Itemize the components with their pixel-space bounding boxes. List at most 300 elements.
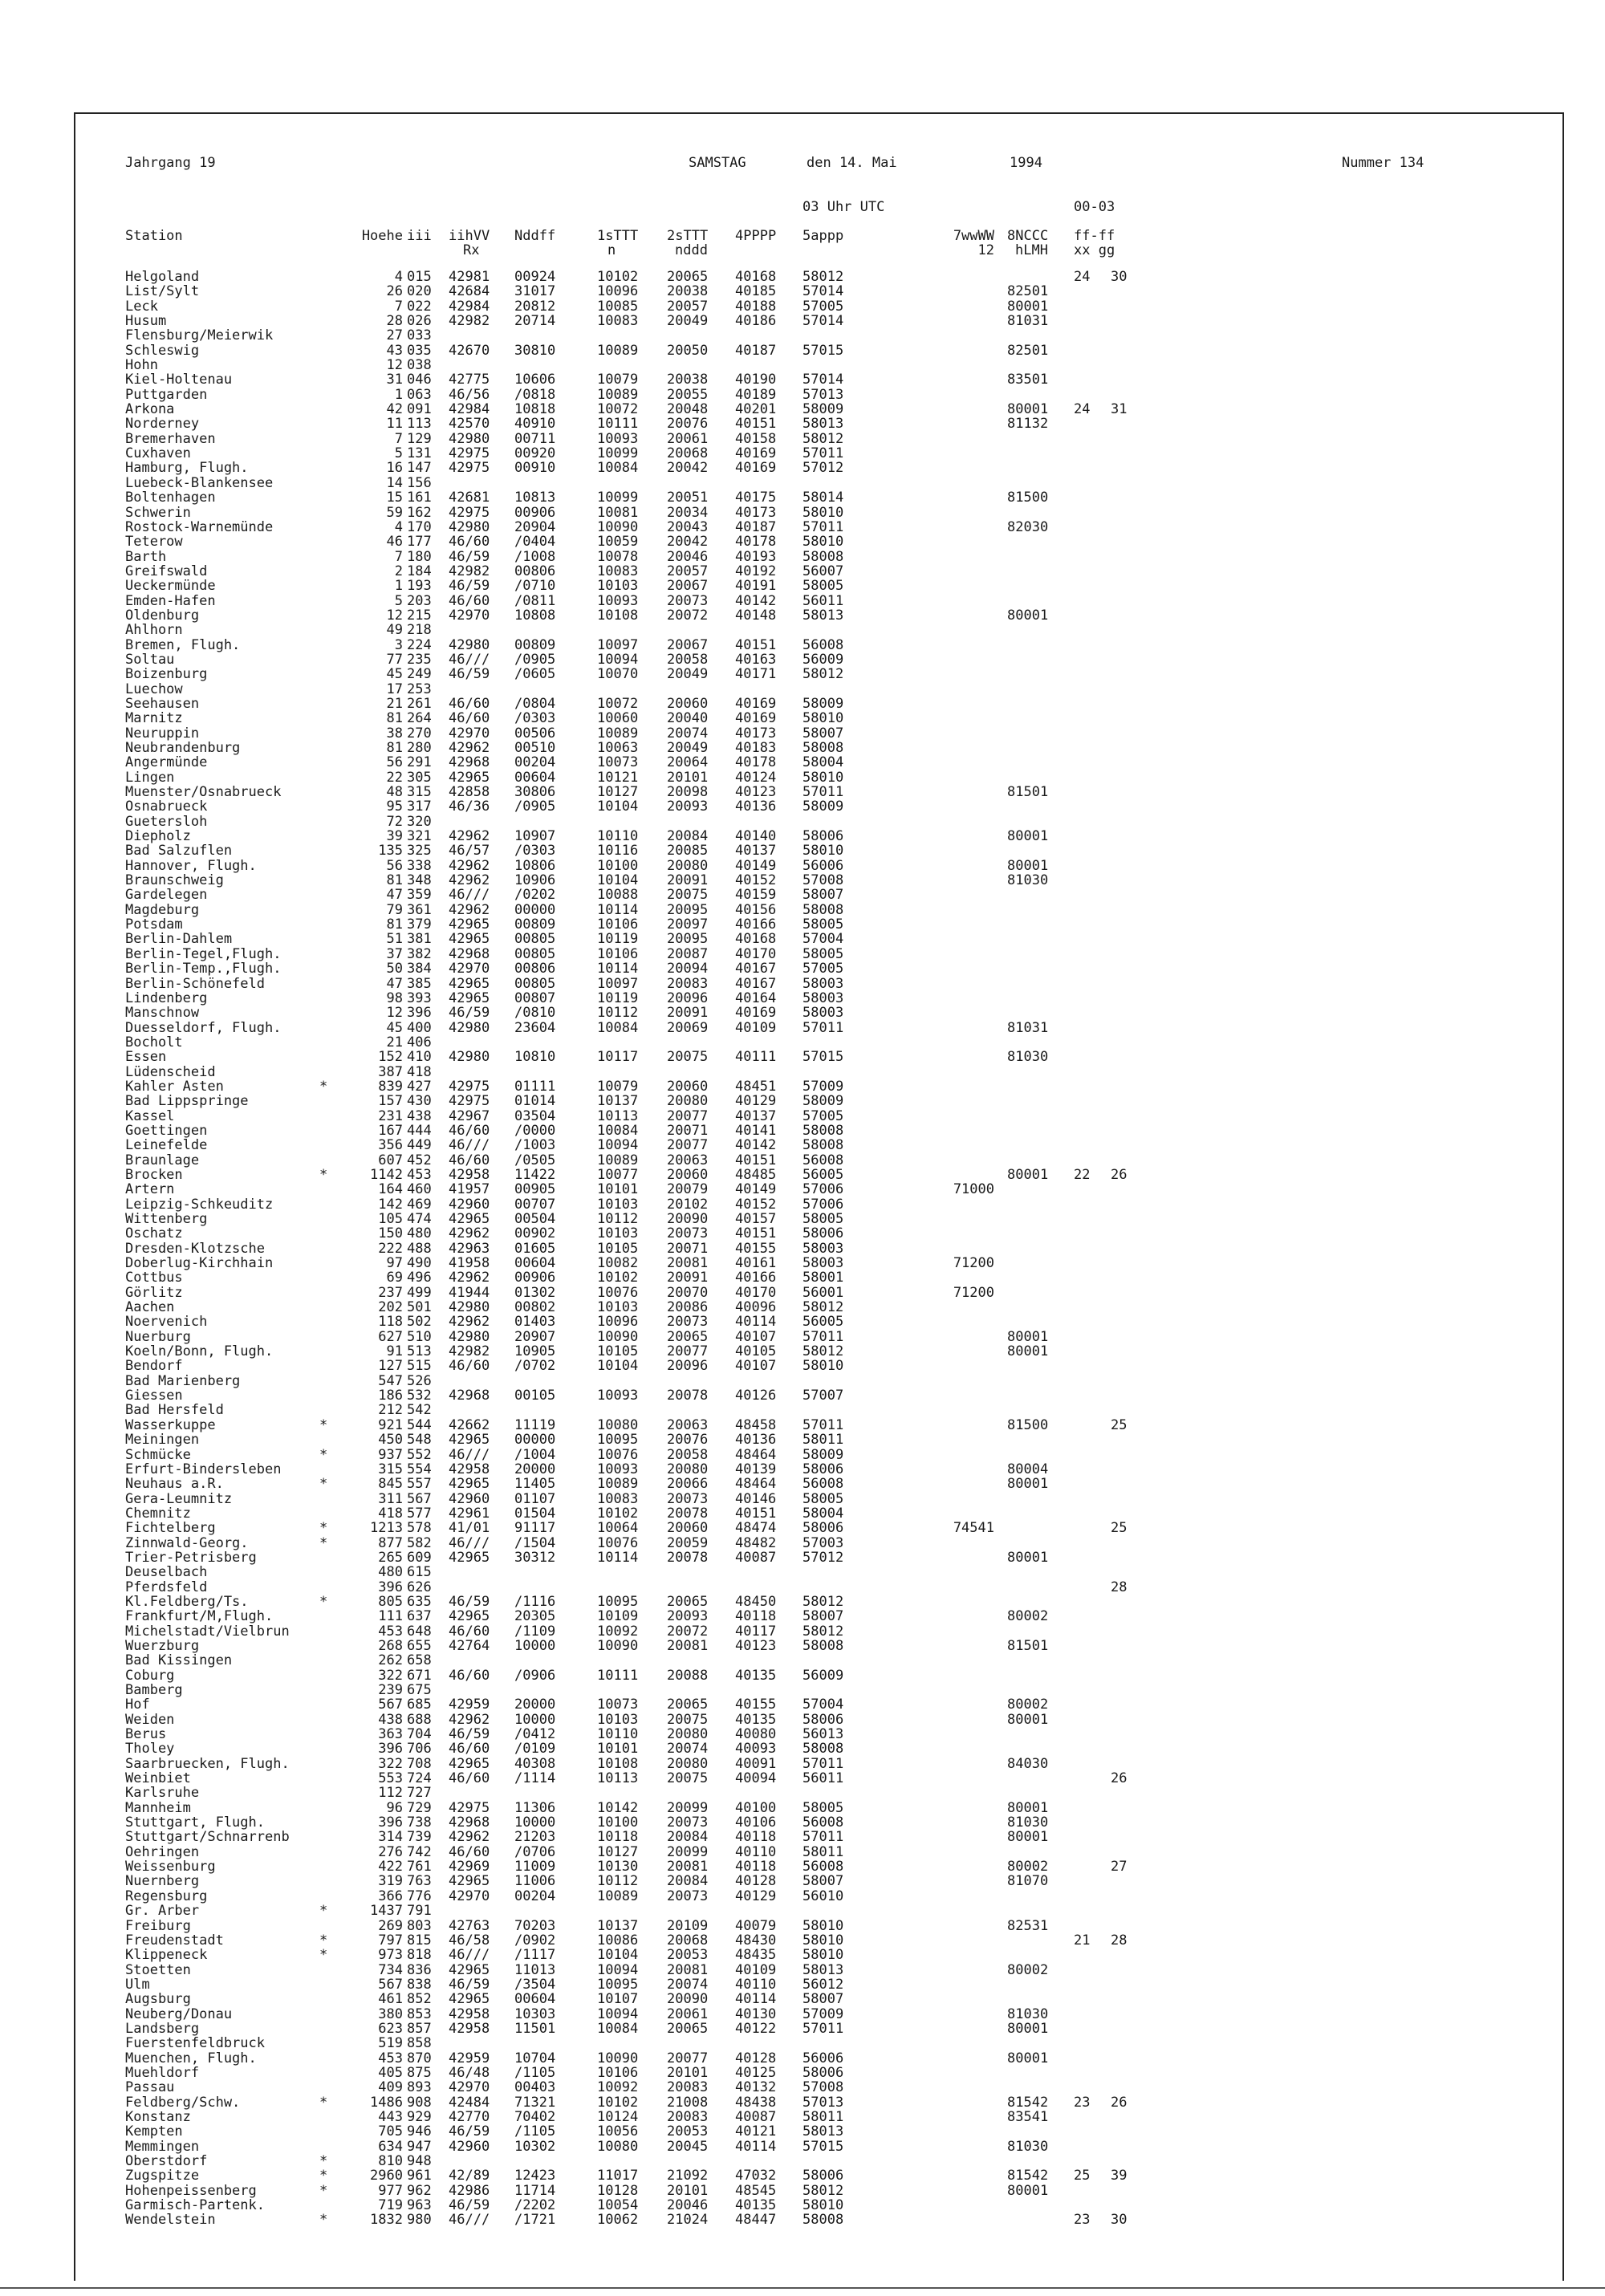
station-name: Tholey bbox=[125, 1741, 175, 1758]
group-4pppp: 40091 bbox=[735, 1755, 777, 1772]
group-4pppp: 40135 bbox=[735, 2197, 777, 2214]
station-index: 469 bbox=[407, 1196, 432, 1213]
group-8nccc: 81500 bbox=[1007, 490, 1049, 506]
station-height: 269 bbox=[378, 1917, 403, 1934]
group-1sttt: 10076 bbox=[597, 1446, 639, 1463]
group-iihvv: 42962 bbox=[449, 740, 490, 756]
table-row bbox=[0, 328, 1605, 343]
group-1sttt: 10086 bbox=[597, 1932, 639, 1949]
group-iihvv: 42965 bbox=[449, 1211, 490, 1227]
station-name: Goettingen bbox=[125, 1122, 208, 1139]
table-row bbox=[0, 314, 1605, 328]
station-name: Helgoland bbox=[125, 269, 200, 285]
group-5appp: 57011 bbox=[802, 1829, 844, 1846]
group-4pppp: 40158 bbox=[735, 430, 777, 447]
group-iihvv: 46/59 bbox=[449, 1976, 490, 1993]
station-name: Flensburg/Meierwik bbox=[125, 327, 274, 344]
station-name: Leipzig-Schkeuditz bbox=[125, 1196, 274, 1213]
station-index: 490 bbox=[407, 1255, 432, 1272]
group-nddff: 00707 bbox=[514, 1196, 556, 1213]
gust-xx: 23 bbox=[1074, 2212, 1091, 2229]
station-name: Bamberg bbox=[125, 1682, 183, 1698]
group-2sttt: 20051 bbox=[667, 490, 709, 506]
group-1sttt: 10089 bbox=[597, 725, 639, 742]
station-height: 42 bbox=[386, 401, 403, 418]
group-nddff: 00807 bbox=[514, 990, 556, 1006]
group-iihvv: 42984 bbox=[449, 298, 490, 315]
group-5appp: 57015 bbox=[802, 1049, 844, 1066]
group-2sttt: 20075 bbox=[667, 1049, 709, 1066]
station-height: 356 bbox=[378, 1137, 403, 1154]
station-index: 361 bbox=[407, 901, 432, 918]
group-nddff: 20000 bbox=[514, 1697, 556, 1713]
group-1sttt: 10109 bbox=[597, 1608, 639, 1625]
station-height: 1 bbox=[394, 578, 403, 595]
group-5appp: 56012 bbox=[802, 1976, 844, 1993]
group-1sttt: 10111 bbox=[597, 1667, 639, 1684]
group-iihvv: 42965 bbox=[449, 1608, 490, 1625]
table-row bbox=[0, 2184, 1605, 2198]
group-iihvv: 42970 bbox=[449, 725, 490, 742]
station-name: Duesseldorf, Flugh. bbox=[125, 1019, 282, 1036]
station-index: 180 bbox=[407, 548, 432, 565]
col-ff: ff-ff bbox=[1074, 228, 1115, 244]
group-5appp: 58010 bbox=[802, 2197, 844, 2214]
group-4pppp: 40094 bbox=[735, 1770, 777, 1787]
group-4pppp: 40170 bbox=[735, 945, 777, 962]
table-row bbox=[0, 1609, 1605, 1623]
group-4pppp: 40129 bbox=[735, 1093, 777, 1110]
group-iihvv: 46/// bbox=[449, 1446, 490, 1463]
group-1sttt: 10104 bbox=[597, 1358, 639, 1375]
station-name: Schwerin bbox=[125, 504, 191, 521]
gust-gg: 26 bbox=[1111, 2094, 1128, 2111]
group-4pppp: 40118 bbox=[735, 1859, 777, 1875]
station-name: Neuhaus a.R. bbox=[125, 1476, 224, 1493]
group-nddff: /1114 bbox=[514, 1770, 556, 1787]
group-2sttt: 21008 bbox=[667, 2094, 709, 2111]
group-5appp: 58005 bbox=[802, 1799, 844, 1816]
station-index: 410 bbox=[407, 1049, 432, 1066]
group-1sttt: 10090 bbox=[597, 518, 639, 535]
table-row bbox=[0, 1933, 1605, 1948]
station-name: Potsdam bbox=[125, 916, 183, 933]
group-iihvv: 46/59 bbox=[449, 1726, 490, 1743]
group-nddff: /3504 bbox=[514, 1976, 556, 1993]
group-4pppp: 40191 bbox=[735, 578, 777, 595]
station-height: 315 bbox=[378, 1461, 403, 1477]
group-5appp: 58012 bbox=[802, 1593, 844, 1610]
mountain-mark: * bbox=[319, 2094, 328, 2111]
group-1sttt: 10096 bbox=[597, 1314, 639, 1331]
station-index: 147 bbox=[407, 460, 432, 477]
group-iihvv: 42965 bbox=[449, 1549, 490, 1566]
group-1sttt: 10085 bbox=[597, 298, 639, 315]
group-iihvv: 42958 bbox=[449, 2005, 490, 2022]
table-row bbox=[0, 1477, 1605, 1491]
station-height: 553 bbox=[378, 1770, 403, 1787]
group-5appp: 58003 bbox=[802, 990, 844, 1006]
group-4pppp: 48474 bbox=[735, 1520, 777, 1537]
station-height: 7 bbox=[394, 548, 403, 565]
group-1sttt: 10110 bbox=[597, 828, 639, 845]
station-index: 742 bbox=[407, 1843, 432, 1860]
group-1sttt: 10080 bbox=[597, 1416, 639, 1433]
group-iihvv: 42959 bbox=[449, 1697, 490, 1713]
station-name: Osnabrueck bbox=[125, 799, 208, 815]
group-4pppp: 40114 bbox=[735, 1991, 777, 2008]
group-7wwww: 71200 bbox=[953, 1255, 994, 1272]
year-label: 1994 bbox=[1010, 155, 1042, 171]
station-index: 406 bbox=[407, 1034, 432, 1050]
group-nddff: /1105 bbox=[514, 2123, 556, 2140]
station-index: 046 bbox=[407, 372, 432, 388]
station-index: 706 bbox=[407, 1741, 432, 1758]
group-nddff: /1003 bbox=[514, 1137, 556, 1154]
group-5appp: 58003 bbox=[802, 1005, 844, 1022]
table-row bbox=[0, 1697, 1605, 1712]
group-5appp: 58007 bbox=[802, 1873, 844, 1890]
group-1sttt: 10106 bbox=[597, 945, 639, 962]
station-height: 239 bbox=[378, 1682, 403, 1698]
group-4pppp: 40155 bbox=[735, 1240, 777, 1257]
table-row bbox=[0, 873, 1605, 888]
station-index: 609 bbox=[407, 1549, 432, 1566]
table-row bbox=[0, 490, 1605, 505]
table-row bbox=[0, 1815, 1605, 1830]
group-5appp: 57005 bbox=[802, 961, 844, 977]
station-name: Brocken bbox=[125, 1166, 183, 1183]
group-2sttt: 20101 bbox=[667, 2182, 709, 2199]
table-row bbox=[0, 1197, 1605, 1212]
table-row bbox=[0, 1330, 1605, 1344]
group-iihvv: 42764 bbox=[449, 1637, 490, 1654]
station-height: 7 bbox=[394, 430, 403, 447]
station-index: 582 bbox=[407, 1534, 432, 1551]
table-row bbox=[0, 1536, 1605, 1550]
station-name: Hamburg, Flugh. bbox=[125, 460, 249, 477]
group-2sttt: 20084 bbox=[667, 828, 709, 845]
station-height: 268 bbox=[378, 1637, 403, 1654]
table-row bbox=[0, 1168, 1605, 1182]
group-5appp: 58007 bbox=[802, 1608, 844, 1625]
group-8nccc: 81500 bbox=[1007, 1416, 1049, 1433]
jahrgang-label: Jahrgang 19 bbox=[125, 155, 216, 171]
station-index: 704 bbox=[407, 1726, 432, 1743]
station-index: 235 bbox=[407, 651, 432, 668]
station-index: 532 bbox=[407, 1388, 432, 1404]
group-1sttt: 10090 bbox=[597, 1637, 639, 1654]
table-row bbox=[0, 2110, 1605, 2124]
group-2sttt: 20077 bbox=[667, 1343, 709, 1360]
group-5appp: 58005 bbox=[802, 1490, 844, 1507]
group-iihvv: 46/60 bbox=[449, 1843, 490, 1860]
station-index: 325 bbox=[407, 843, 432, 859]
group-1sttt: 10130 bbox=[597, 1859, 639, 1875]
group-iihvv: 42968 bbox=[449, 1814, 490, 1831]
station-index: 315 bbox=[407, 784, 432, 801]
table-row bbox=[0, 726, 1605, 741]
station-index: 655 bbox=[407, 1637, 432, 1654]
group-1sttt: 10063 bbox=[597, 740, 639, 756]
group-4pppp: 40109 bbox=[735, 1961, 777, 1978]
group-iihvv: 42662 bbox=[449, 1416, 490, 1433]
group-2sttt: 20090 bbox=[667, 1991, 709, 2008]
group-1sttt: 10100 bbox=[597, 857, 639, 874]
station-height: 142 bbox=[378, 1196, 403, 1213]
station-height: 79 bbox=[386, 901, 403, 918]
station-name: Klippeneck bbox=[125, 1947, 208, 1964]
group-iihvv: 46/60 bbox=[449, 1623, 490, 1640]
col-1sttt: 1sTTT bbox=[597, 228, 639, 244]
group-iihvv: 42962 bbox=[449, 1711, 490, 1728]
station-index: 033 bbox=[407, 327, 432, 344]
group-nddff: 20907 bbox=[514, 1328, 556, 1345]
station-index: 852 bbox=[407, 1991, 432, 2008]
table-row bbox=[0, 1124, 1605, 1138]
station-index: 015 bbox=[407, 269, 432, 285]
group-4pppp: 40107 bbox=[735, 1328, 777, 1345]
group-5appp: 57008 bbox=[802, 872, 844, 889]
date-label: den 14. Mai bbox=[807, 155, 897, 171]
group-2sttt: 20081 bbox=[667, 1961, 709, 1978]
group-nddff: 71321 bbox=[514, 2094, 556, 2111]
station-name: Muehldorf bbox=[125, 2064, 200, 2081]
group-iihvv: 42980 bbox=[449, 430, 490, 447]
group-4pppp: 40169 bbox=[735, 695, 777, 712]
group-5appp: 58009 bbox=[802, 1093, 844, 1110]
group-4pppp: 48447 bbox=[735, 2212, 777, 2229]
table-row bbox=[0, 372, 1605, 387]
group-nddff: 10810 bbox=[514, 1049, 556, 1066]
group-8nccc: 82030 bbox=[1007, 518, 1049, 535]
group-5appp: 56008 bbox=[802, 636, 844, 653]
group-nddff: 30810 bbox=[514, 342, 556, 359]
group-iihvv: 42965 bbox=[449, 931, 490, 948]
group-iihvv: 42984 bbox=[449, 401, 490, 418]
gust-gg: 27 bbox=[1111, 1859, 1128, 1875]
station-index: 567 bbox=[407, 1490, 432, 1507]
group-5appp: 58001 bbox=[802, 1270, 844, 1286]
group-nddff: 30312 bbox=[514, 1549, 556, 1566]
group-5appp: 58005 bbox=[802, 1211, 844, 1227]
station-name: Bremen, Flugh. bbox=[125, 636, 241, 653]
station-name: Frankfurt/M,Flugh. bbox=[125, 1608, 274, 1625]
station-name: Regensburg bbox=[125, 1888, 208, 1904]
station-name: Bendorf bbox=[125, 1358, 183, 1375]
group-nddff: 11013 bbox=[514, 1961, 556, 1978]
station-height: 409 bbox=[378, 2079, 403, 2096]
group-5appp: 58012 bbox=[802, 430, 844, 447]
group-5appp: 58008 bbox=[802, 548, 844, 565]
station-height: 276 bbox=[378, 1843, 403, 1860]
group-4pppp: 40142 bbox=[735, 1137, 777, 1154]
group-1sttt: 10079 bbox=[597, 1078, 639, 1095]
station-height: 627 bbox=[378, 1328, 403, 1345]
group-4pppp: 40169 bbox=[735, 445, 777, 462]
station-index: 215 bbox=[407, 607, 432, 624]
station-index: 510 bbox=[407, 1328, 432, 1345]
station-height: 95 bbox=[386, 799, 403, 815]
station-name: Neubrandenburg bbox=[125, 740, 241, 756]
group-2sttt: 20040 bbox=[667, 710, 709, 727]
station-index: 658 bbox=[407, 1652, 432, 1669]
group-nddff: /1004 bbox=[514, 1446, 556, 1463]
group-iihvv: 46/// bbox=[449, 1137, 490, 1154]
station-index: 727 bbox=[407, 1785, 432, 1802]
group-1sttt: 10056 bbox=[597, 2123, 639, 2140]
table-row bbox=[0, 1919, 1605, 1933]
group-1sttt: 10119 bbox=[597, 990, 639, 1006]
table-row bbox=[0, 1963, 1605, 1977]
group-1sttt: 10097 bbox=[597, 636, 639, 653]
station-index: 381 bbox=[407, 931, 432, 948]
station-height: 150 bbox=[378, 1225, 403, 1242]
station-index: 218 bbox=[407, 622, 432, 639]
station-name: Oldenburg bbox=[125, 607, 200, 624]
group-2sttt: 20060 bbox=[667, 695, 709, 712]
group-nddff: 00806 bbox=[514, 961, 556, 977]
group-1sttt: 10089 bbox=[597, 342, 639, 359]
station-height: 212 bbox=[378, 1402, 403, 1419]
group-5appp: 58003 bbox=[802, 1255, 844, 1272]
group-iihvv: 42962 bbox=[449, 828, 490, 845]
group-8nccc: 81030 bbox=[1007, 2138, 1049, 2155]
group-2sttt: 20081 bbox=[667, 1637, 709, 1654]
group-iihvv: 46/// bbox=[449, 651, 490, 668]
station-name: Angermünde bbox=[125, 754, 208, 771]
station-height: 12 bbox=[386, 357, 403, 374]
station-height: 405 bbox=[378, 2064, 403, 2081]
station-index: 554 bbox=[407, 1461, 432, 1477]
group-2sttt: 20078 bbox=[667, 1388, 709, 1404]
station-height: 59 bbox=[386, 504, 403, 521]
group-4pppp: 40152 bbox=[735, 872, 777, 889]
table-row bbox=[0, 1948, 1605, 1962]
station-index: 022 bbox=[407, 298, 432, 315]
table-row bbox=[0, 1727, 1605, 1741]
group-2sttt: 20081 bbox=[667, 1255, 709, 1272]
station-name: Fichtelberg bbox=[125, 1520, 216, 1537]
group-2sttt: 20061 bbox=[667, 2005, 709, 2022]
group-nddff: /0710 bbox=[514, 578, 556, 595]
group-4pppp: 40151 bbox=[735, 636, 777, 653]
group-nddff: /0605 bbox=[514, 666, 556, 683]
group-8nccc: 81501 bbox=[1007, 1637, 1049, 1654]
group-4pppp: 40114 bbox=[735, 2138, 777, 2155]
col-rx: Rx bbox=[463, 242, 480, 258]
col-4pppp: 4PPPP bbox=[735, 228, 777, 244]
group-nddff: 00403 bbox=[514, 2079, 556, 2096]
mountain-mark: * bbox=[319, 1078, 328, 1095]
group-5appp: 57012 bbox=[802, 1549, 844, 1566]
group-4pppp: 40111 bbox=[735, 1049, 777, 1066]
station-height: 453 bbox=[378, 1623, 403, 1640]
station-height: 322 bbox=[378, 1755, 403, 1772]
group-5appp: 57011 bbox=[802, 1328, 844, 1345]
station-height: 1 bbox=[394, 386, 403, 403]
group-1sttt: 10099 bbox=[597, 445, 639, 462]
table-row bbox=[0, 1388, 1605, 1403]
group-iihvv: 46/60 bbox=[449, 1741, 490, 1758]
group-1sttt: 10108 bbox=[597, 607, 639, 624]
group-1sttt: 10103 bbox=[597, 1299, 639, 1316]
group-nddff: 00805 bbox=[514, 931, 556, 948]
group-2sttt: 20074 bbox=[667, 725, 709, 742]
station-height: 4 bbox=[394, 269, 403, 285]
group-iihvv: 42975 bbox=[449, 445, 490, 462]
group-5appp: 58014 bbox=[802, 490, 844, 506]
group-nddff: 00906 bbox=[514, 1270, 556, 1286]
group-1sttt: 10054 bbox=[597, 2197, 639, 2214]
station-index: 857 bbox=[407, 2020, 432, 2037]
group-2sttt: 20053 bbox=[667, 1947, 709, 1964]
group-4pppp: 40136 bbox=[735, 1432, 777, 1449]
group-1sttt: 10105 bbox=[597, 1343, 639, 1360]
station-height: 96 bbox=[386, 1799, 403, 1816]
group-5appp: 58006 bbox=[802, 1520, 844, 1537]
station-index: 170 bbox=[407, 518, 432, 535]
group-iihvv: 46/60 bbox=[449, 592, 490, 609]
group-8nccc: 80001 bbox=[1007, 1711, 1049, 1728]
group-1sttt: 10083 bbox=[597, 313, 639, 330]
group-4pppp: 40142 bbox=[735, 592, 777, 609]
station-height: 480 bbox=[378, 1564, 403, 1581]
station-name: Seehausen bbox=[125, 695, 200, 712]
station-height: 973 bbox=[378, 1947, 403, 1964]
station-height: 81 bbox=[386, 872, 403, 889]
group-5appp: 58012 bbox=[802, 2182, 844, 2199]
group-5appp: 58007 bbox=[802, 725, 844, 742]
group-iihvv: 46/// bbox=[449, 1534, 490, 1551]
group-5appp: 58006 bbox=[802, 828, 844, 845]
group-8nccc: 81031 bbox=[1007, 313, 1049, 330]
group-5appp: 58004 bbox=[802, 1505, 844, 1522]
station-height: 396 bbox=[378, 1814, 403, 1831]
group-4pppp: 40096 bbox=[735, 1299, 777, 1316]
station-index: 430 bbox=[407, 1093, 432, 1110]
station-name: Saarbruecken, Flugh. bbox=[125, 1755, 290, 1772]
station-height: 77 bbox=[386, 651, 403, 668]
weekday-label: SAMSTAG bbox=[689, 155, 746, 171]
table-row bbox=[0, 947, 1605, 961]
station-height: 937 bbox=[378, 1446, 403, 1463]
table-row bbox=[0, 1462, 1605, 1477]
table-row bbox=[0, 594, 1605, 608]
mountain-mark: * bbox=[319, 1534, 328, 1551]
station-height: 28 bbox=[386, 313, 403, 330]
table-row bbox=[0, 270, 1605, 284]
group-7wwww: 71000 bbox=[953, 1181, 994, 1198]
group-4pppp: 40117 bbox=[735, 1623, 777, 1640]
group-4pppp: 40190 bbox=[735, 372, 777, 388]
station-name: Bad Salzuflen bbox=[125, 843, 233, 859]
table-row bbox=[0, 1580, 1605, 1595]
station-index: 815 bbox=[407, 1932, 432, 1949]
station-index: 578 bbox=[407, 1520, 432, 1537]
station-height: 1142 bbox=[370, 1166, 403, 1183]
group-iihvv: 42980 bbox=[449, 1019, 490, 1036]
station-name: Berlin-Schönefeld bbox=[125, 975, 265, 992]
station-index: 948 bbox=[407, 2153, 432, 2169]
station-index: 379 bbox=[407, 916, 432, 933]
table-row bbox=[0, 843, 1605, 858]
group-2sttt: 20049 bbox=[667, 666, 709, 683]
group-2sttt: 20083 bbox=[667, 2108, 709, 2125]
station-height: 453 bbox=[378, 2050, 403, 2066]
station-height: 1832 bbox=[370, 2212, 403, 2229]
group-1sttt: 10104 bbox=[597, 799, 639, 815]
